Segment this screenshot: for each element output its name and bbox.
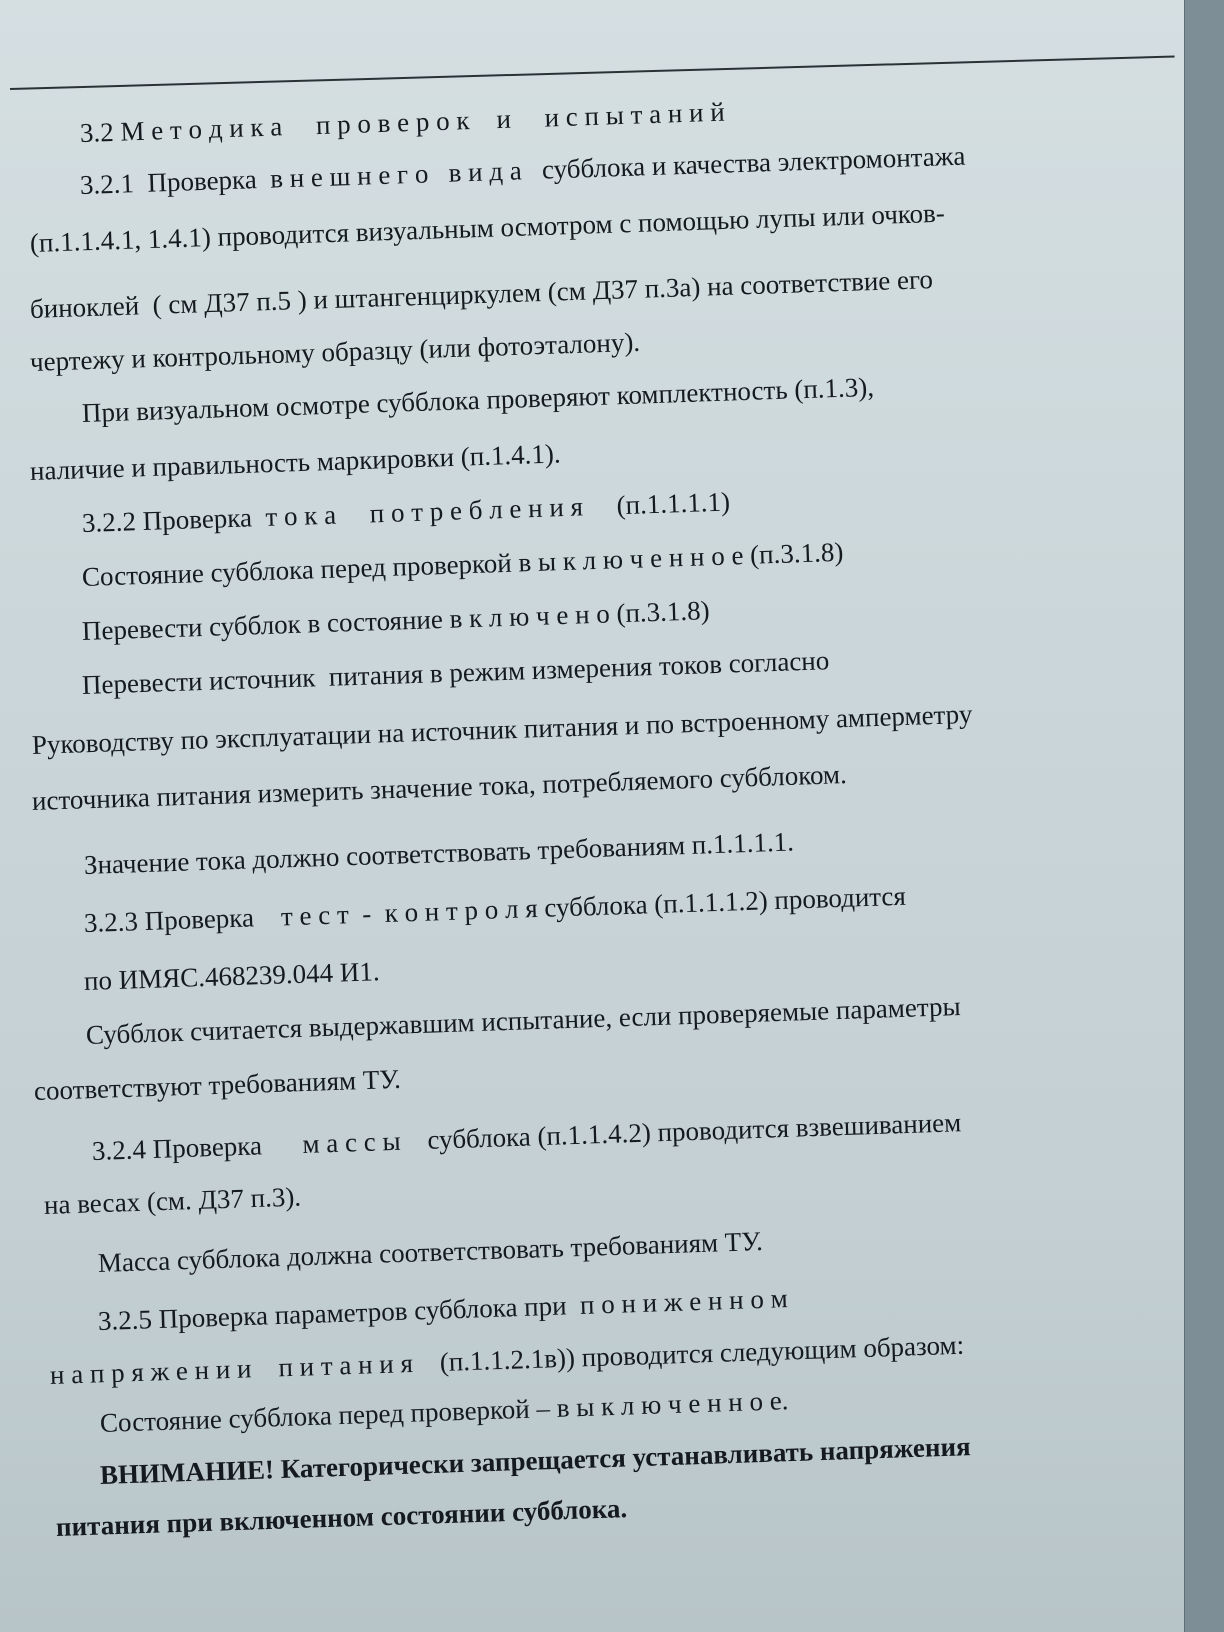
paragraph-line: Состояние субблока перед проверкой в ы к л ю ч е н н о е (п.3.1.8) bbox=[81, 536, 844, 592]
paragraph-line: При визуальном осмотре субблока проверяют комплектность (п.1.3), bbox=[81, 371, 875, 428]
paragraph-line: источника питания измерить значение тока, потребляемого субблоком. bbox=[31, 758, 848, 816]
paragraph-line: 3.2.4 Проверка м а с с ы субблока (п.1.1.4.2) проводится взвешиванием bbox=[91, 1107, 962, 1166]
warning-line: питания при включенном состоянии субблока. bbox=[55, 1493, 628, 1542]
paragraph-line: Перевести субблок в состояние в к л ю ч е н о (п.3.1.8) bbox=[81, 595, 711, 646]
paragraph-line: Значение тока должно соответствовать требованиям п.1.1.1.1. bbox=[83, 826, 795, 880]
paragraph-line: 3.2.2 Проверка т о к а п о т р е б л е н и я (п.1.1.1.1) bbox=[81, 486, 731, 538]
paragraph-line: 3.2.5 Проверка параметров субблока при п о н и ж е н н о м bbox=[97, 1283, 789, 1336]
paragraph-line: Руководству по эксплуатации на источник питания и по встроенному амперметру bbox=[31, 698, 973, 760]
paragraph-line: Субблок считается выдержавшим испытание, если проверяемые параметры bbox=[85, 990, 962, 1050]
paragraph-line: Состояние субблока перед проверкой – в ы к л ю ч е н н о е. bbox=[99, 1385, 789, 1438]
paragraph-line: биноклей ( см Д37 п.5 ) и штангенциркулем (см Д37 п.3а) на соответствие его bbox=[29, 264, 934, 324]
paragraph-line: Перевести источник питания в режим измерения токов согласно bbox=[81, 645, 830, 700]
paragraph-line: 3.2.3 Проверка т е с т - к о н т р о л я субблока (п.1.1.1.2) проводится bbox=[83, 880, 907, 938]
warning-line: ВНИМАНИЕ! Категорически запрещается устанавливать напряжения bbox=[99, 1431, 972, 1490]
paragraph-line: наличие и правильность маркировки (п.1.4.1). bbox=[29, 438, 562, 486]
paragraph-line: (п.1.1.4.1, 1.4.1) проводится визуальным осмотром с помощью лупы или очков- bbox=[29, 197, 946, 258]
paragraph-line: по ИМЯС.468239.044 И1. bbox=[83, 956, 381, 996]
section-heading-3-2: 3.2 М е т о д и к а п р о в е р о к и и с п ы т а н и й bbox=[79, 96, 726, 148]
paragraph-line: на весах (см. Д37 п.3). bbox=[43, 1181, 302, 1220]
paragraph-line: 3.2.1 Проверка в н е ш н е г о в и д а субблока и качества электромонтажа bbox=[79, 140, 966, 200]
paragraph-line: Масса субблока должна соответствовать требованиям ТУ. bbox=[97, 1225, 764, 1278]
paragraph-line: н а п р я ж е н и и п и т а н и я (п.1.1.2.1в)) проводится следующим образом: bbox=[49, 1329, 965, 1390]
page-edge bbox=[1184, 0, 1185, 1632]
paragraph-line: соответствуют требованиям ТУ. bbox=[33, 1063, 402, 1106]
paragraph-line: чертежу и контрольному образцу (или фотоэталону). bbox=[29, 326, 641, 377]
header-rule bbox=[10, 55, 1175, 90]
